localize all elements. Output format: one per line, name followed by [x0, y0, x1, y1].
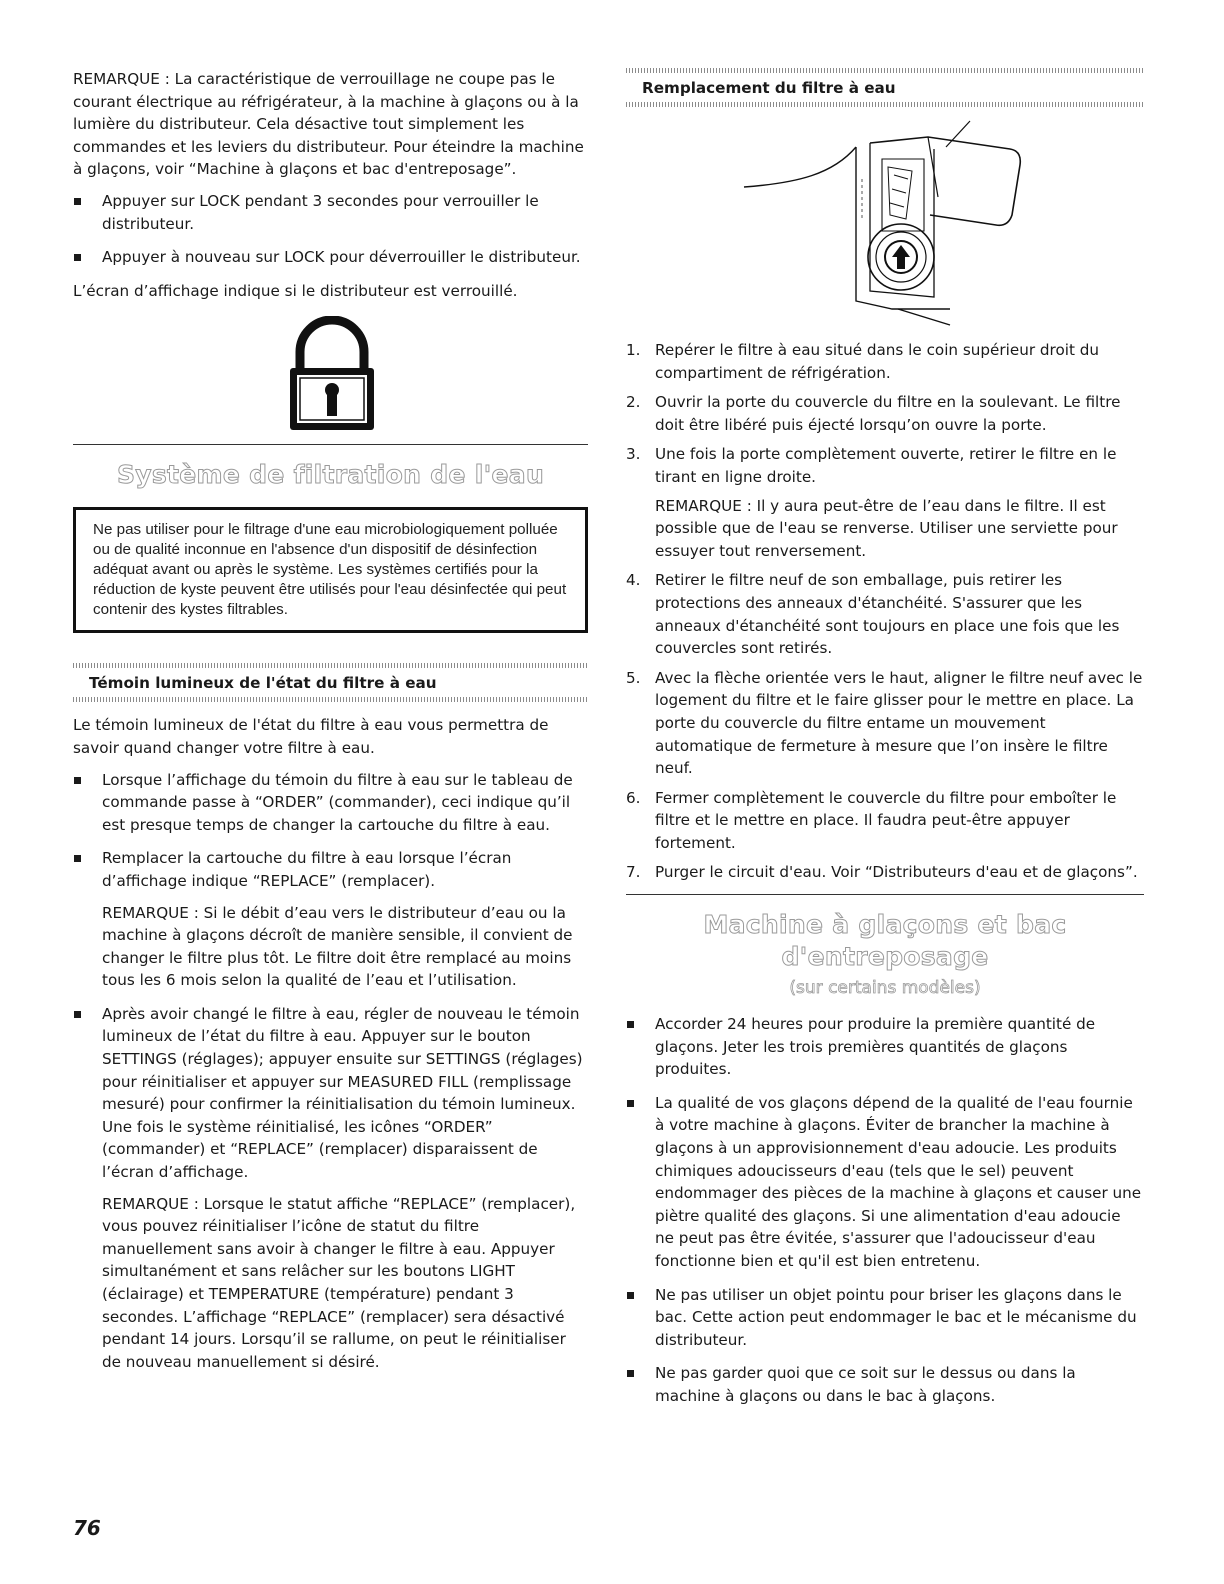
- left-column: [73, 68, 588, 1384]
- warning-box: Ne pas utiliser pour le filtrage d'une eau microbiologiquement polluée ou de qualité inconnue en l'absence d'un dispositif de désinfection adéquat avant ou après le système. Les systèmes certifiés pour la réduction de kyste peuvent être utilisés pour l'eau désinfectée qui peut contenir des kystes filtrables.: [73, 507, 588, 633]
- replacement-heading: Remplacement du filtre à eau: [642, 79, 896, 97]
- step-text: Une fois la porte complètement ouverte, retirer le filtre en le tirant en ligne droite.: [655, 445, 1117, 486]
- step-text: Fermer complètement le couvercle du filtre pour emboîter le filtre et le mettre en place. Il faudra peut-être appuyer fortement.: [655, 788, 1117, 852]
- list-item: La qualité de vos glaçons dépend de la qualité de l'eau fournie à votre machine à glaçons. Éviter de brancher la machine à glaçons à un approvisionnement d'eau adoucie. Les produits chimiques adoucisseurs d'eau (tels que le sel) peuvent endommager des pièces de la machine à glaçons et causer une piètre qualité des glaçons. Si une alimentation d'eau adoucie ne peut pas être évitée, s'assurer que l'adoucisseur d'eau fonctionne bien et qu'il est bien entretenu.: [626, 1092, 1144, 1273]
- step-text: Avec la flèche orientée vers le haut, aligner le filtre neuf avec le logement du filtre et le faire glisser pour le mettre en place. La porte du couvercle du filtre entame un mouvement automatique de fermeture à mesure que l’on insère le filtre neuf.: [655, 668, 1143, 778]
- list-item: Appuyer sur LOCK pendant 3 secondes pour verrouiller le distributeur.: [73, 190, 588, 235]
- ice-maker-section-title: Machine à glaçons et bac d'entreposage: [703, 910, 1067, 972]
- list-item: [626, 787, 1144, 855]
- list-item-note: REMARQUE : Lorsque le statut affiche “REPLACE” (remplacer), vous pouvez réinitialiser l’icône de statut du filtre manuellement sans avoir à changer le filtre à eau. Appuyer simultanément et sans relâcher sur les boutons LIGHT (éclairage) et TEMPERATURE (température) pendant 3 secondes. L’affichage “REPLACE” (remplacer) sera désactivé pendant 14 jours. Lorsqu’il se rallume, on peut le réinitialiser de nouveau manuellement si désiré.: [102, 1194, 576, 1371]
- step-number: 1.: [626, 341, 641, 359]
- list-item-text: Après avoir changé le filtre à eau, régler de nouveau le témoin lumineux de l’état du filtre à eau. Appuyer sur le bouton SETTINGS (réglages); appuyer ensuite sur SETTINGS (réglages) pour réinitialiser et appuyer sur MEASURED FILL (remplissage mesuré) pour confirmer la réinitialisation du témoin lumineux. Une fois le système réinitialisé, les icônes “ORDER” (commander) et “REPLACE” (remplacer) disparaissent de l’écran d’affichage.: [102, 1004, 583, 1182]
- filtration-section-title: Système de filtration de l'eau: [116, 460, 545, 490]
- hatch-divider: [73, 697, 588, 702]
- list-item: Ne pas garder quoi que ce soit sur le dessus ou dans la machine à glaçons ou dans le bac à glaçons.: [626, 1362, 1144, 1407]
- step-number: 2.: [626, 393, 641, 412]
- list-item: [73, 847, 588, 992]
- lock-icon: [286, 316, 378, 434]
- step-text: Ouvrir la porte du couvercle du filtre en la soulevant. Le filtre doit être libéré puis éjecté lorsqu’on ouvre la porte.: [655, 393, 1121, 434]
- step-number: 5.: [626, 668, 641, 687]
- step-number: 3.: [626, 445, 641, 464]
- hatch-divider: [626, 102, 1144, 107]
- indicator-bullet-list: [73, 769, 588, 1374]
- list-item: [626, 861, 1144, 884]
- right-column: [626, 68, 1144, 1419]
- list-item-note: REMARQUE : Si le débit d’eau vers le distributeur d’eau ou la machine à glaçons décroît de manière sensible, il convient de changer le filtre plus tôt. Le filtre doit être remplacé au moins tous les 6 mois selon la qualité de l’eau et l’utilisation.: [102, 903, 573, 990]
- step-number: 4.: [626, 571, 641, 590]
- ice-maker-section-subtitle: (sur certains modèles): [789, 978, 981, 999]
- page-number: 76: [73, 1516, 101, 1540]
- indicator-heading-block: [73, 663, 588, 702]
- indicator-heading: Témoin lumineux de l'état du filtre à eau: [89, 674, 437, 693]
- list-item: [626, 391, 1144, 436]
- list-item: [626, 443, 1144, 562]
- display-lock-text: L’écran d’affichage indique si le distributeur est verrouillé.: [73, 281, 518, 300]
- list-item: [73, 769, 588, 837]
- list-item-text: Remplacer la cartouche du filtre à eau lorsque l’écran d’affichage indique “REPLACE” (remplacer).: [102, 849, 512, 890]
- step-text: Purger le circuit d'eau. Voir “Distributeurs d'eau et de glaçons”.: [655, 863, 1138, 882]
- replacement-steps: [626, 339, 1144, 884]
- lock-note: REMARQUE : La caractéristique de verrouillage ne coupe pas le courant électrique au réfrigérateur, à la machine à glaçons ou à la lumière du distributeur. Cela désactive tout simplement les commandes et les leviers du distributeur. Pour éteindre la machine à glaçons, voir “Machine à glaçons et bac d'entreposage”.: [73, 70, 584, 179]
- list-item: [626, 569, 1144, 659]
- list-item: Accorder 24 heures pour produire la première quantité de glaçons. Jeter les trois premières quantités de glaçons produites.: [626, 1013, 1144, 1081]
- section-divider: [626, 894, 1144, 895]
- lock-bullet-list: [73, 190, 588, 269]
- step-note: REMARQUE : Il y aura peut-être de l’eau dans le filtre. Il est possible que de l'eau se renverse. Utiliser une serviette pour essuyer tout renversement.: [655, 496, 1118, 560]
- step-number: 6.: [626, 788, 641, 807]
- step-text: Repérer le filtre à eau situé dans le coin supérieur droit du compartiment de réfrigération.: [655, 341, 1100, 382]
- section-divider: [73, 444, 588, 445]
- list-item-text: Lorsque l’affichage du témoin du filtre à eau sur le tableau de commande passe à “ORDER” (commander), ceci indique qu’il est presque temps de changer la cartouche du filtre à eau.: [102, 770, 573, 834]
- list-item: [626, 667, 1144, 780]
- list-item: Ne pas utiliser un objet pointu pour briser les glaçons dans le bac. Cette action peut endommager le bac et le mécanisme du distributeur.: [626, 1284, 1144, 1352]
- step-number: 7.: [626, 863, 641, 882]
- replacement-heading-block: [626, 68, 1144, 107]
- indicator-intro: Le témoin lumineux de l'état du filtre à eau vous permettra de savoir quand changer votre filtre à eau.: [73, 716, 549, 757]
- step-text: Retirer le filtre neuf de son emballage, puis retirer les protections des anneaux d'étanchéité. S'assurer que les anneaux d'étanchéité sont toujours en place une fois que les couvercles sont retirés.: [655, 571, 1120, 658]
- list-item: [73, 1003, 588, 1374]
- ice-bullet-list: [626, 1013, 1144, 1408]
- list-item: [626, 339, 1144, 384]
- list-item: Appuyer à nouveau sur LOCK pour déverrouiller le distributeur.: [73, 246, 588, 269]
- water-filter-illustration: [738, 119, 1038, 329]
